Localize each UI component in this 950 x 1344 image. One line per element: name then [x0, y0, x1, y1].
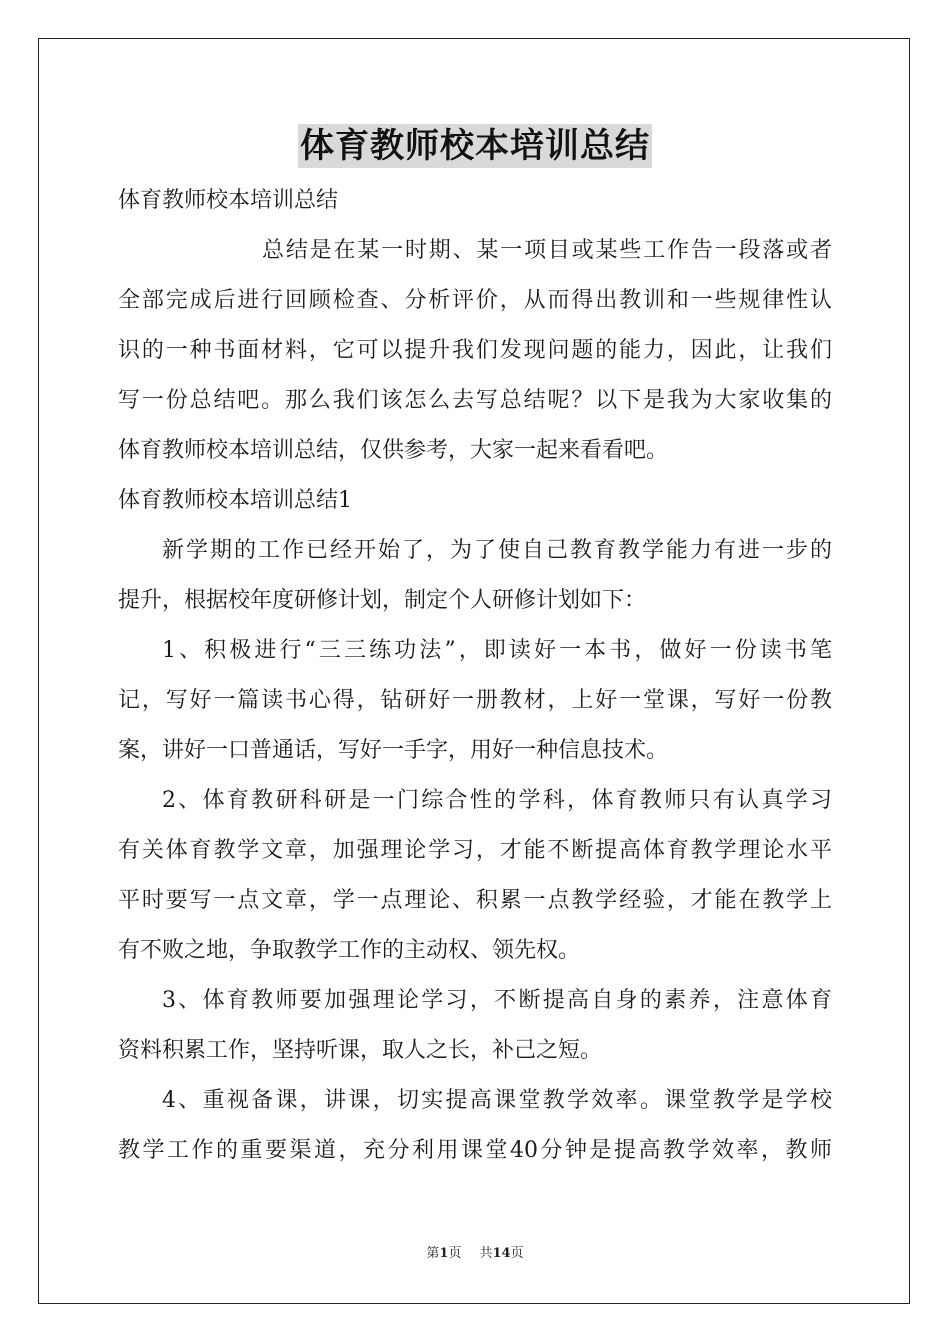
paragraph-line: 1、积极进行“三三练功法”，即读好一本书，做好一份读书笔	[162, 638, 832, 663]
paragraph-line: 体育教师校本培训总结，仅供参考，大家一起来看看吧。	[118, 438, 669, 463]
paragraph-line: 提升，根据校年度研修计划，制定个人研修计划如下：	[118, 588, 647, 613]
page-footer	[0, 1245, 950, 1263]
paragraph-line: 写一份总结吧。那么我们该怎么去写总结呢？以下是我为大家收集的	[118, 388, 832, 413]
total-prefix: 共	[479, 1246, 493, 1261]
page-number: 1	[439, 1246, 449, 1261]
total-pages: 14	[492, 1246, 511, 1261]
paragraph-line: 案，讲好一口普通话，写好一手字，用好一种信息技术。	[118, 738, 669, 763]
paragraph-line: 教学工作的重要渠道，充分利用课堂40分钟是提高教学效率，教师	[118, 1138, 832, 1163]
paragraph-line: 识的一种书面材料，它可以提升我们发现问题的能力，因此，让我们	[118, 338, 832, 363]
paragraph-line: 全部完成后进行回顾检查、分析评价，从而得出教训和一些规律性认	[118, 288, 832, 313]
paragraph-line: 有关体育教学文章，加强理论学习，才能不断提高体育教学理论水平	[118, 838, 832, 863]
paragraph-line: 3、体育教师要加强理论学习，不断提高自身的素养，注意体育	[162, 988, 832, 1013]
subtitle-line: 体育教师校本培训总结	[118, 188, 339, 213]
total-suffix: 页	[510, 1246, 524, 1261]
section-heading: 体育教师校本培训总结1	[118, 488, 352, 513]
paragraph-line: 总结是在某一时期、某一项目或某些工作告一段落或者	[262, 238, 832, 263]
paragraph-line: 资料积累工作，坚持听课，取人之长，补己之短。	[118, 1038, 603, 1063]
page-suffix: 页	[448, 1246, 462, 1261]
paragraph-line: 平时要写一点文章，学一点理论、积累一点教学经验，才能在教学上	[118, 888, 832, 913]
paragraph-line: 有不败之地，争取教学工作的主动权、领先权。	[118, 938, 581, 963]
title-container	[0, 124, 950, 168]
paragraph-line: 4、重视备课，讲课，切实提高课堂教学效率。课堂教学是学校	[162, 1088, 832, 1113]
paragraph-line: 2、体育教研科研是一门综合性的学科，体育教师只有认真学习	[162, 788, 832, 813]
page-prefix: 第	[426, 1246, 440, 1261]
paragraph-line: 记，写好一篇读书心得，钻研好一册教材，上好一堂课，写好一份教	[118, 688, 832, 713]
paragraph-line: 新学期的工作已经开始了，为了使自己教育教学能力有进一步的	[162, 538, 832, 563]
document-title: 体育教师校本培训总结	[300, 126, 650, 166]
